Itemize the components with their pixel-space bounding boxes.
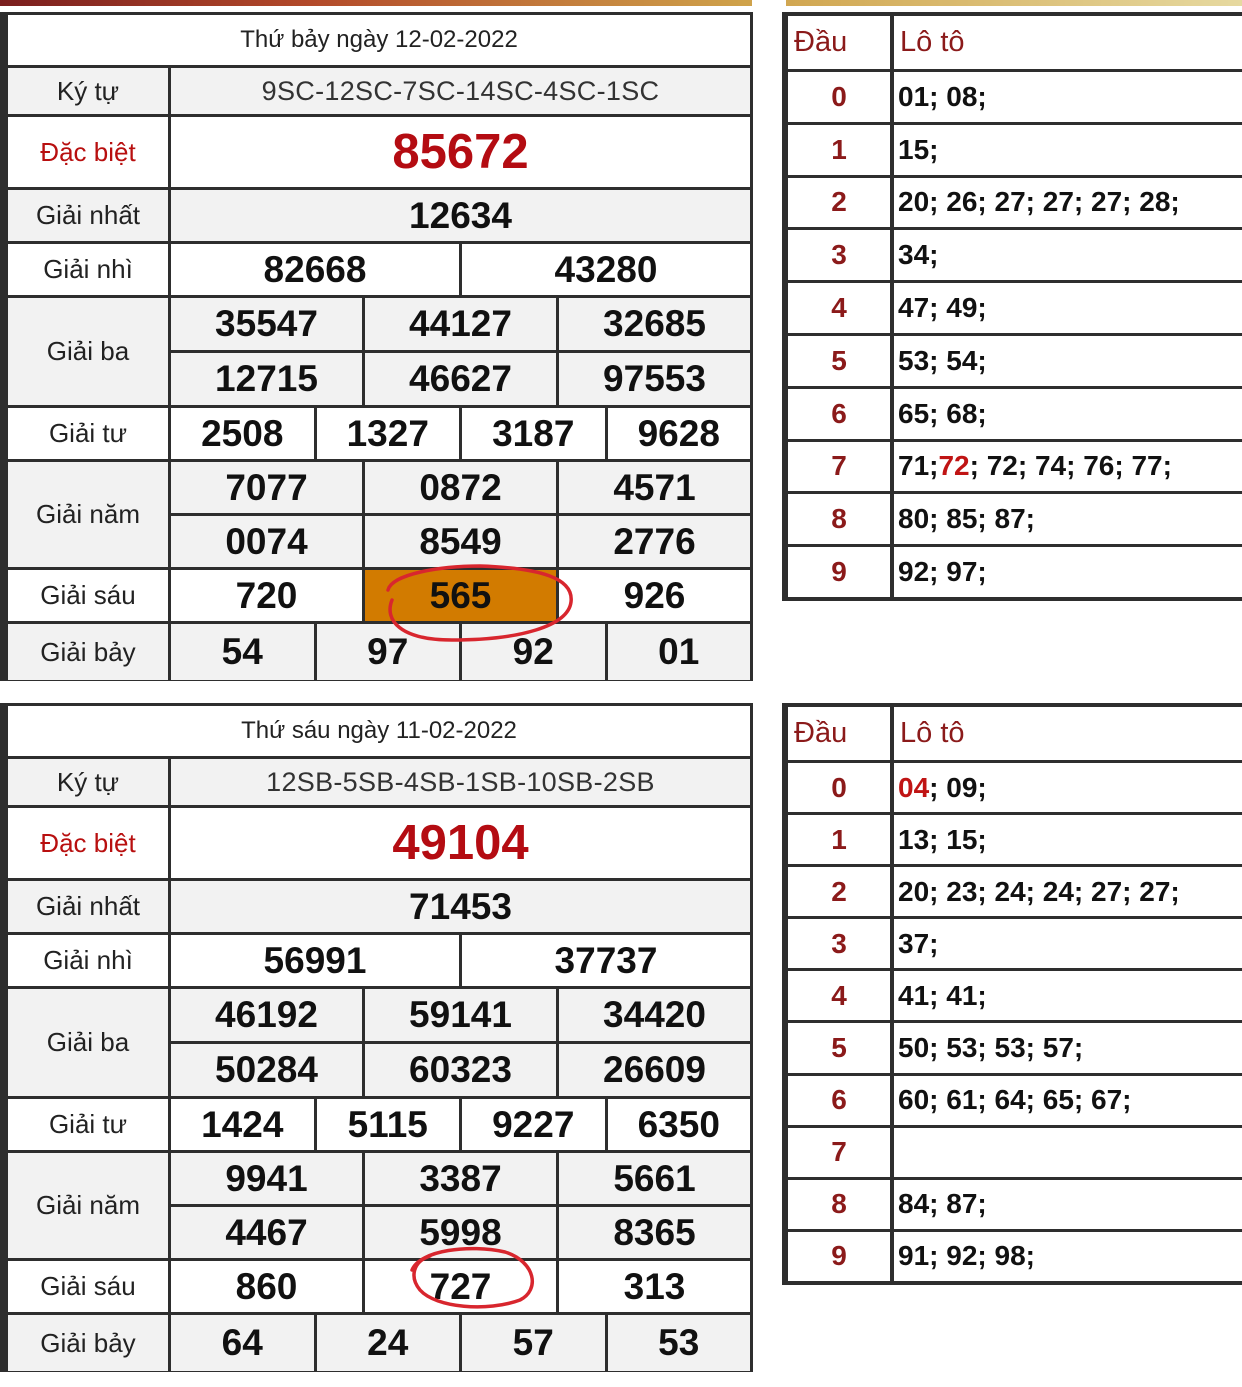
giai-nam-value: 8549 <box>365 516 556 567</box>
giai-nhi-value: 82668 <box>171 244 459 295</box>
loto-values: 65; 68; <box>894 389 1242 439</box>
loto-dau: 2 <box>788 867 890 916</box>
giai-ba-value: 59141 <box>365 989 556 1041</box>
giai-tu-value: 6350 <box>608 1099 751 1150</box>
loto-values: 53; 54; <box>894 336 1242 386</box>
giai-nam-value: 4467 <box>171 1207 362 1258</box>
label-giai-sau: Giải sáu <box>8 1261 168 1312</box>
loto-values: 37; <box>894 919 1242 968</box>
giai-bay-value: 01 <box>608 624 751 680</box>
giai-sau-value: 720 <box>171 570 362 621</box>
giai-tu-value: 1424 <box>171 1099 314 1150</box>
label-giai-ba: Giải ba <box>8 989 168 1096</box>
giai-bay-value: 92 <box>462 624 605 680</box>
loto-values: 04 ; 09; <box>894 763 1242 812</box>
giai-ba-value: 46627 <box>365 353 556 405</box>
giai-nam-value: 7077 <box>171 462 362 513</box>
loto-values: 47; 49; <box>894 283 1242 333</box>
giai-sau-value: 313 <box>559 1261 750 1312</box>
giai-nhat-value: 12634 <box>171 190 750 241</box>
loto-dau: 5 <box>788 1023 890 1072</box>
label-giai-nam: Giải năm <box>8 1153 168 1258</box>
loto-dau: 9 <box>788 547 890 597</box>
loto-table-2 <box>782 703 1242 1285</box>
giai-sau-value: 860 <box>171 1261 362 1312</box>
label-giai-nhi: Giải nhì <box>8 935 168 986</box>
label-giai-nam: Giải năm <box>8 462 168 567</box>
loto-values: 20; 23; 24; 24; 27; 27; <box>894 867 1242 916</box>
results-table-1 <box>0 12 753 681</box>
giai-ba-value: 32685 <box>559 298 750 350</box>
loto-header-loto: Lô tô <box>894 16 1242 69</box>
giai-tu-value: 9628 <box>608 408 751 459</box>
loto-dau: 8 <box>788 494 890 544</box>
label-giai-sau: Giải sáu <box>8 570 168 621</box>
loto-values <box>894 1128 1242 1177</box>
loto-values: 71; 72 ; 72; 74; 76; 77; <box>894 442 1242 492</box>
giai-nam-value: 2776 <box>559 516 750 567</box>
loto-dau: 1 <box>788 125 890 175</box>
giai-ba-value: 60323 <box>365 1044 556 1096</box>
dac-biet-value: 85672 <box>171 117 750 187</box>
giai-tu-value: 5115 <box>317 1099 460 1150</box>
top-color-strip <box>0 0 1242 6</box>
loto-header-loto: Lô tô <box>894 707 1242 760</box>
loto-values: 92; 97; <box>894 547 1242 597</box>
loto-dau: 2 <box>788 178 890 228</box>
ky-tu-value: 9SC-12SC-7SC-14SC-4SC-1SC <box>171 68 750 114</box>
loto-header-dau: Đầu <box>788 707 890 760</box>
loto-values: 91; 92; 98; <box>894 1232 1242 1281</box>
ky-tu-value: 12SB-5SB-4SB-1SB-10SB-2SB <box>171 759 750 805</box>
label-giai-tu: Giải tư <box>8 408 168 459</box>
giai-nam-value: 5998 <box>365 1207 556 1258</box>
loto-values: 84; 87; <box>894 1180 1242 1229</box>
giai-bay-value: 54 <box>171 624 314 680</box>
label-giai-bay: Giải bảy <box>8 624 168 680</box>
loto-dau: 4 <box>788 283 890 333</box>
loto-values: 15; <box>894 125 1242 175</box>
giai-bay-value: 57 <box>462 1315 605 1371</box>
loto-dau: 3 <box>788 919 890 968</box>
loto-header-dau: Đầu <box>788 16 890 69</box>
loto-dau: 8 <box>788 1180 890 1229</box>
giai-sau-value: 926 <box>559 570 750 621</box>
giai-bay-value: 64 <box>171 1315 314 1371</box>
loto-dau: 7 <box>788 442 890 492</box>
loto-dau: 3 <box>788 230 890 280</box>
loto-values: 80; 85; 87; <box>894 494 1242 544</box>
giai-nam-value: 0074 <box>171 516 362 567</box>
label-ky-tu: Ký tự <box>8 759 168 805</box>
draw-title: Thứ bảy ngày 12-02-2022 <box>8 15 750 65</box>
giai-ba-value: 34420 <box>559 989 750 1041</box>
loto-dau: 0 <box>788 763 890 812</box>
label-giai-nhi: Giải nhì <box>8 244 168 295</box>
giai-tu-value: 1327 <box>317 408 460 459</box>
loto-values: 01; 08; <box>894 72 1242 122</box>
giai-ba-value: 50284 <box>171 1044 362 1096</box>
giai-bay-value: 53 <box>608 1315 751 1371</box>
giai-tu-value: 2508 <box>171 408 314 459</box>
loto-dau: 1 <box>788 815 890 864</box>
giai-nam-value: 4571 <box>559 462 750 513</box>
loto-dau: 7 <box>788 1128 890 1177</box>
giai-nam-value: 3387 <box>365 1153 556 1204</box>
loto-special-number: 72 <box>938 450 970 482</box>
label-giai-nhat: Giải nhất <box>8 881 168 932</box>
loto-values: 20; 26; 27; 27; 27; 28; <box>894 178 1242 228</box>
giai-tu-value: 3187 <box>462 408 605 459</box>
label-dac-biet: Đặc biệt <box>8 117 168 187</box>
giai-nam-value: 0872 <box>365 462 556 513</box>
loto-values: 60; 61; 64; 65; 67; <box>894 1076 1242 1125</box>
draw-title: Thứ sáu ngày 11-02-2022 <box>8 706 750 756</box>
giai-bay-value: 97 <box>317 624 460 680</box>
label-giai-nhat: Giải nhất <box>8 190 168 241</box>
giai-nam-value: 5661 <box>559 1153 750 1204</box>
label-ky-tu: Ký tự <box>8 68 168 114</box>
label-giai-ba: Giải ba <box>8 298 168 405</box>
giai-nhat-value: 71453 <box>171 881 750 932</box>
giai-ba-value: 26609 <box>559 1044 750 1096</box>
loto-dau: 9 <box>788 1232 890 1281</box>
loto-dau: 6 <box>788 389 890 439</box>
loto-dau: 5 <box>788 336 890 386</box>
loto-values: 41; 41; <box>894 971 1242 1020</box>
giai-sau-value: 727 <box>365 1261 556 1312</box>
loto-values: 50; 53; 53; 57; <box>894 1023 1242 1072</box>
giai-bay-value: 24 <box>317 1315 460 1371</box>
label-giai-bay: Giải bảy <box>8 1315 168 1371</box>
results-table-2 <box>0 703 753 1372</box>
dac-biet-value: 49104 <box>171 808 750 878</box>
loto-values: 13; 15; <box>894 815 1242 864</box>
loto-table-1 <box>782 12 1242 601</box>
loto-dau: 0 <box>788 72 890 122</box>
giai-ba-value: 46192 <box>171 989 362 1041</box>
loto-dau: 6 <box>788 1076 890 1125</box>
label-giai-tu: Giải tư <box>8 1099 168 1150</box>
giai-ba-value: 12715 <box>171 353 362 405</box>
loto-dau: 4 <box>788 971 890 1020</box>
giai-sau-value-highlighted: 565 <box>365 570 556 621</box>
giai-nhi-value: 43280 <box>462 244 750 295</box>
giai-nam-value: 8365 <box>559 1207 750 1258</box>
loto-values: 34; <box>894 230 1242 280</box>
giai-tu-value: 9227 <box>462 1099 605 1150</box>
giai-ba-value: 35547 <box>171 298 362 350</box>
giai-ba-value: 97553 <box>559 353 750 405</box>
giai-nhi-value: 37737 <box>462 935 750 986</box>
giai-ba-value: 44127 <box>365 298 556 350</box>
loto-special-number: 04 <box>898 771 930 803</box>
label-dac-biet: Đặc biệt <box>8 808 168 878</box>
giai-nam-value: 9941 <box>171 1153 362 1204</box>
giai-nhi-value: 56991 <box>171 935 459 986</box>
